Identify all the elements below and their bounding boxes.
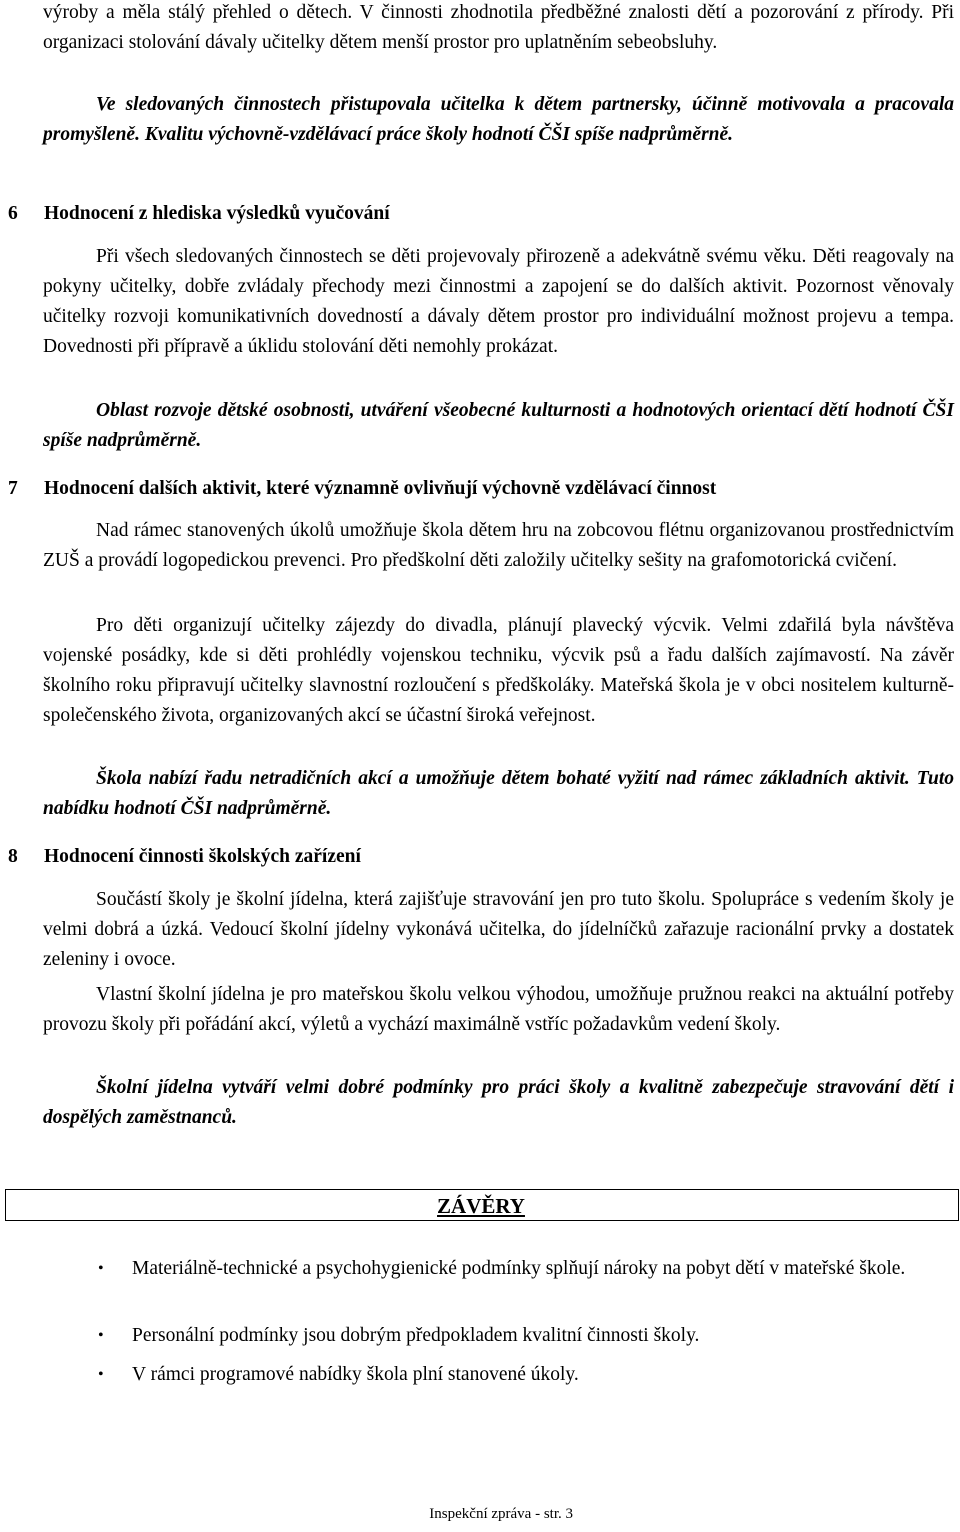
conclusion-item-3 (98, 1360, 954, 1390)
conclusion-item-2 (98, 1321, 954, 1351)
conclusions-title: ZÁVĚRY (437, 1194, 525, 1218)
continuation-verdict (43, 90, 954, 150)
section-7-heading (8, 474, 716, 504)
section-8-heading (8, 842, 361, 872)
bullet-icon: • (98, 1327, 104, 1344)
conclusion-item-text: Materiálně-technické a psychohygienické podmínky splňují nároky na pobyt dětí v mateřské škole. (132, 1258, 906, 1279)
page-footer (0, 1505, 960, 1523)
section-6-number: 6 (8, 203, 18, 224)
section-8-paragraph-2: Vlastní školní jídelna je pro mateřskou školu velkou výhodou, umožňuje pružnou reakci na aktuální potřeby provozu školy při pořádání akcí, výletů a vychází maximálně vstříc požadavkům vedení školy. (43, 984, 954, 1035)
section-6-title: Hodnocení z hlediska výsledků vyučování (44, 203, 390, 224)
section-7-number: 7 (8, 478, 18, 499)
section-8-verdict: Školní jídelna vytváří velmi dobré podmínky pro práci školy a kvalitně zabezpečuje stravování dětí i dospělých zaměstnanců. (43, 1077, 954, 1128)
section-7-paragraph-1: Nad rámec stanovených úkolů umožňuje škola dětem hru na zobcovou flétnu organizovanou prostřednictvím ZUŠ a provádí logopedickou prevenci. Pro předškolní děti založily učitelky sešity na grafomotorická cvičení. (43, 520, 954, 571)
conclusion-item-text: Personální podmínky jsou dobrým předpokladem kvalitní činnosti školy. (132, 1325, 700, 1346)
continuation-paragraph: výroby a měla stálý přehled o dětech. V činnosti zhodnotila předběžné znalosti dětí a pozorování z přírody. Při organizaci stolování dávaly učitelky dětem menší prostor pro uplatněním sebeobsluhy. (43, 2, 954, 53)
section-8-title: Hodnocení činnosti školských zařízení (44, 846, 361, 867)
continuation-verdict-a: Ve sledovaných činnostech přistupovala učitelka k dětem partnersky, účinně motivovala a pracovala promyšleně. (43, 94, 954, 145)
section-8-number: 8 (8, 846, 18, 867)
continuation-verdict-b: Kvalitu výchovně-vzdělávací práce školy hodnotí ČŠI spíše nadprůměrně. (144, 124, 734, 145)
section-6-verdict: Oblast rozvoje dětské osobnosti, utváření všeobecné kulturnosti a hodnotových orientací dětí hodnotí ČŠI spíše nadprůměrně. (43, 400, 954, 451)
section-6-heading (8, 199, 390, 229)
footer-text: Inspekční zpráva - str. 3 (429, 1506, 573, 1522)
section-8-paragraph-1: Součástí školy je školní jídelna, která zajišťuje stravování jen pro tuto školu. Spolupráce s vedením školy je velmi dobrá a úzká. Vedoucí školní jídelny vykonává učitelka, do jídelníčků zařazuje racionální prvky a dostatek zeleniny i ovoce. (43, 889, 954, 970)
conclusion-item-text: V rámci programové nabídky škola plní stanovené úkoly. (132, 1364, 579, 1385)
section-6-paragraph: Při všech sledovaných činnostech se děti projevovaly přirozeně a adekvátně svému věku. Děti reagovaly na pokyny učitelky, dobře zvládaly přechody mezi činnostmi a zapojení se do dalších aktivit. Pozornost věnovaly učitelky rozvoji komunikativních dovedností a dávaly dětem prostor pro individuální možnost projevu a tempa. Dovednosti při přípravě a úklidu stolování děti nemohly prokázat. (43, 246, 954, 357)
section-7-verdict: Škola nabízí řadu netradičních akcí a umožňuje dětem bohaté vyžití nad rámec základních aktivit. Tuto nabídku hodnotí ČŠI nadprůměrně. (43, 768, 954, 819)
conclusion-item-1 (98, 1254, 954, 1284)
bullet-icon: • (98, 1260, 104, 1277)
section-7-title: Hodnocení dalších aktivit, které významně ovlivňují výchovně vzdělávací činnost (44, 478, 717, 499)
bullet-icon: • (98, 1366, 104, 1383)
section-7-paragraph-2: Pro děti organizují učitelky zájezdy do divadla, plánují plavecký výcvik. Velmi zdařilá byla návštěva vojenské posádky, kde si děti prohlédly vojenskou techniku, výcvik psů a řadu dalších zajímavostí. Na závěr školního roku připravují učitelky slavnostní rozloučení s předškoláky. Mateřská škola je v obci nositelem kulturně-společenského života, organizovaných akcí se účastní široká veřejnost. (43, 615, 954, 726)
